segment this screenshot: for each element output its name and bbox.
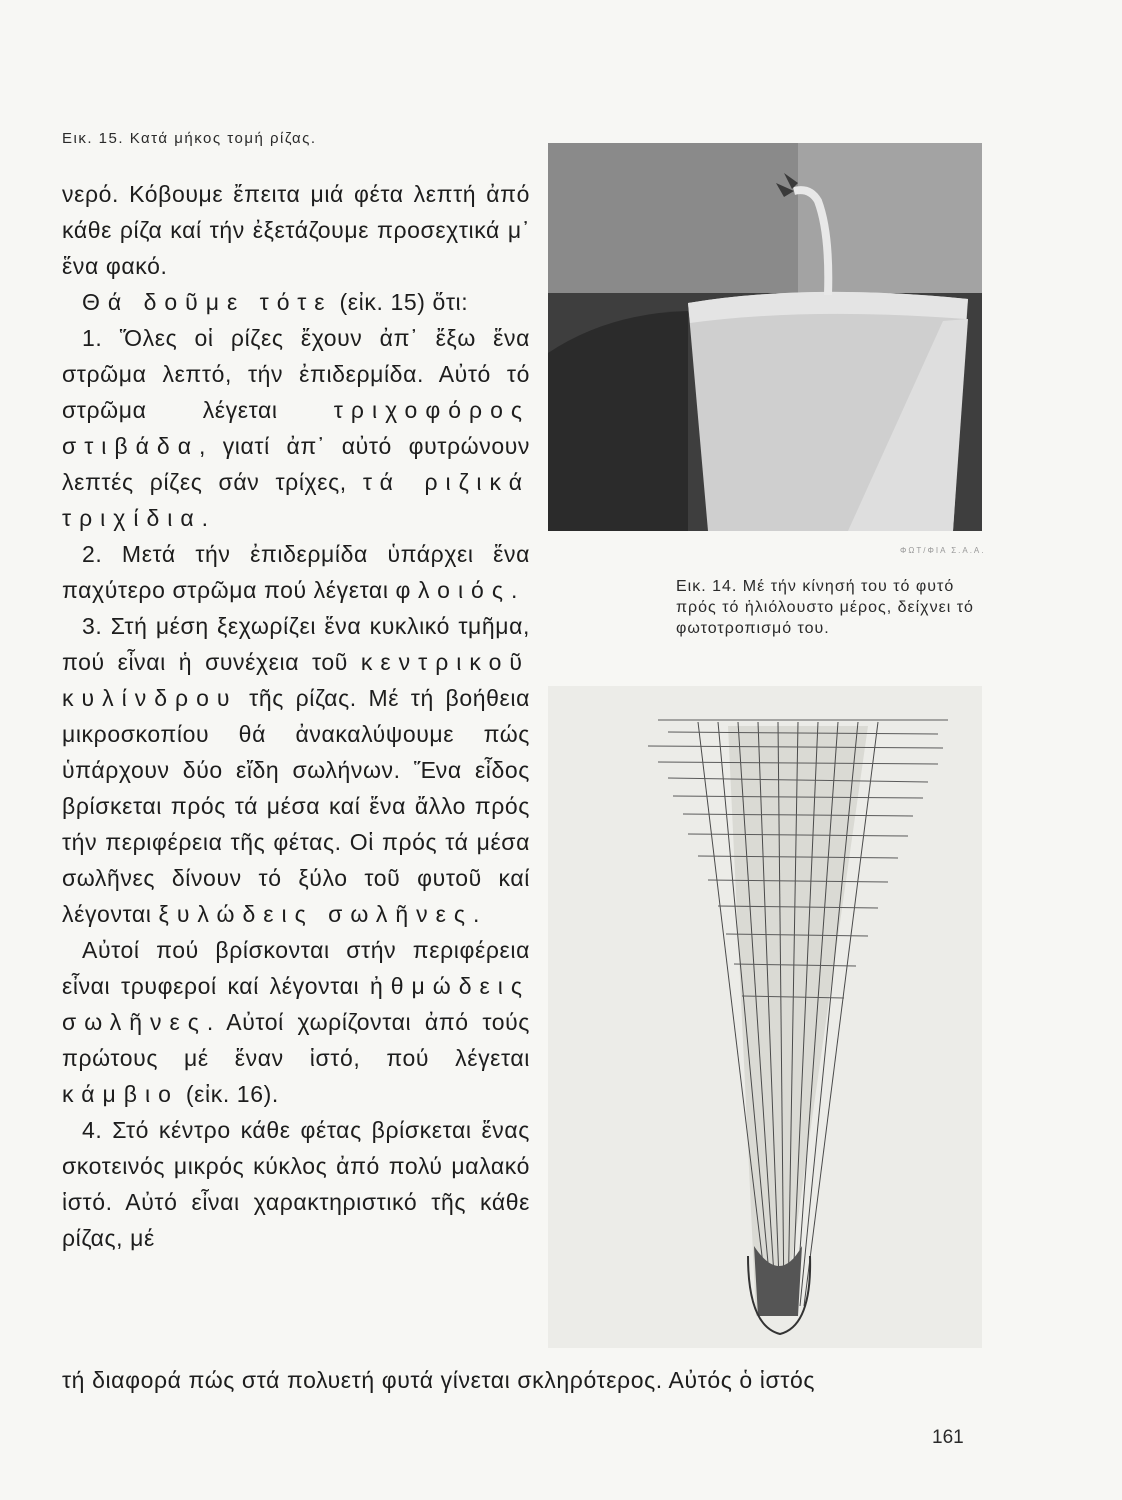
paragraph-4: 2. Μετά τήν ἐπιδερμίδα ὑπάρχει ἕνα παχύτερο στρῶμα πού λέγεται φλοιός.	[62, 541, 530, 603]
term-rizika-trichidia: τά ριζικά τριχίδια	[62, 469, 530, 531]
term-floios: φλοιός	[395, 577, 511, 603]
term-ithmodeis: ἠθμώδεις σωλῆνες	[62, 973, 530, 1035]
spaced-phrase: Θά δοῦμε τότε	[82, 289, 333, 315]
figure-14-photo	[548, 143, 982, 531]
figure-15-root-section-drawing	[548, 686, 982, 1348]
paragraph-3: 1. Ὅλες οἱ ρίζες ἔχουν ἀπ᾿ ἔξω ἕνα στρῶμα λεπτό, τήν ἐπιδερμίδα. Αὐτό τό στρῶμα λέγεται τριχοφόρος στιβάδα, γιατί ἀπ᾿ αὐτό φυτρώνουν λεπτές ρίζες σάν τρίχες, τά ριζικά τριχίδια.	[62, 325, 530, 531]
photo-credit: ΦΩΤ/ΦΙΑ Σ.Α.Α.	[900, 546, 986, 555]
term-xylodeis: ξυλώδεις σωλῆνες	[158, 901, 473, 927]
figure-15-caption: Εικ. 15. Κατά μήκος τομή ρίζας.	[62, 130, 317, 147]
paragraph-6: Αὐτοί πού βρίσκονται στήν περιφέρεια εἶναι τρυφεροί καί λέγονται ἠθμώδεις σωλῆνες. Αὐτοί χωρίζονται ἀπό τούς πρώτους μέ ἕναν ἱστό, πού λέγεται κάμβιο (εἰκ. 16).	[62, 937, 530, 1107]
main-text-column	[62, 176, 530, 1256]
paragraph-7: 4. Στό κέντρο κάθε φέτας βρίσκεται ἕνας σκοτεινός μικρός κύκλος ἀπό πολύ μαλακό ἱστό. Αὐτό εἶναι χαρακτηριστικό τῆς κάθε ρίζας, μέ	[62, 1117, 530, 1251]
term-trichophoros: τριχοφόρος στιβάδα	[62, 397, 530, 459]
term-kamvio: κάμβιο	[62, 1081, 179, 1107]
paragraph-2: Θά δοῦμε τότε (εἰκ. 15) ὅτι:	[82, 289, 469, 315]
paragraph-1: νερό. Κόβουμε ἔπειτα μιά φέτα λεπτή ἀπό κάθε ρίζα καί τήν ἐξετάζουμε προσεχτικά μ᾿ ἕνα φακό.	[62, 181, 530, 279]
page-number: 161	[932, 1427, 964, 1448]
figure-14-caption: Εικ. 14. Μέ τήν κίνησή του τό φυτό πρός τό ἡλιόλουστο μέρος, δείχνει τό φωτοτροπισμό του.	[676, 578, 974, 637]
paragraph-5: 3. Στή μέση ξεχωρίζει ἕνα κυκλικό τμῆμα, πού εἶναι ἡ συνέχεια τοῦ κεντρικοῦ κυλίνδρου τῆς ρίζας. Μέ τή βοήθεια μικροσκοπίου θά ἀνακαλύψουμε πώς ὑπάρχουν δύο εἴδη σωλήνων. Ἕνα εἶδος βρίσκεται πρός τά μέσα καί ἕνα ἄλλο πρός τήν περιφέρεια τῆς φέτας. Οἱ πρός τά μέσα σωλῆνες δίνουν τό ξύλο τοῦ φυτοῦ καί λέγονται ξυλώδεις σωλῆνες.	[62, 613, 530, 927]
full-width-last-line: τή διαφορά πώς στά πολυετή φυτά γίνεται σκληρότερος. Αὐτός ὁ ἱστός	[62, 1367, 816, 1393]
term-kentrikos-kylindros: κεντρικοῦ κυλίνδρου	[62, 649, 530, 711]
